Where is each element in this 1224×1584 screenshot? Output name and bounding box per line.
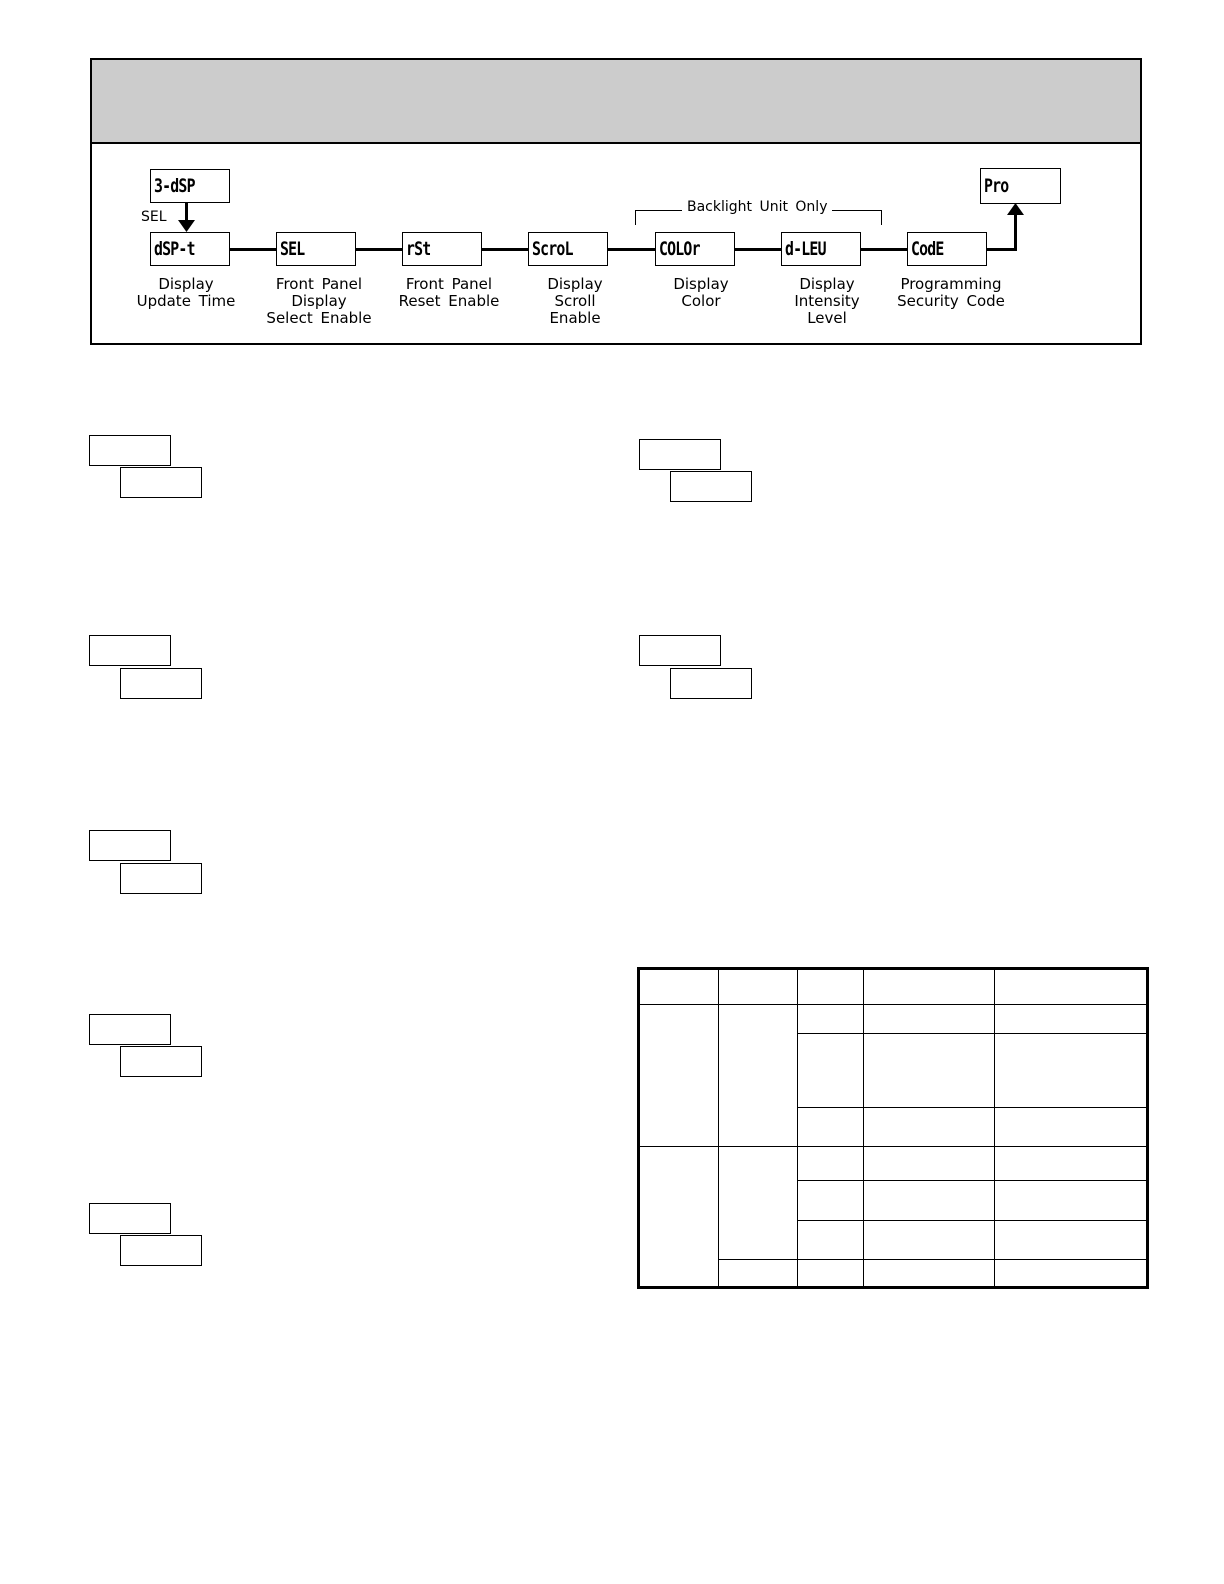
table-cell [864,969,995,1005]
desc-line: Display [547,275,603,293]
table-cell [995,1147,1148,1181]
connector-line [608,248,655,251]
table-cell [798,1147,864,1181]
step-box-intensity [781,232,861,266]
step-display-text: d-LEU [785,238,826,260]
parameter-table [637,967,1149,1289]
table-cell [719,1005,798,1147]
table-cell [864,1181,995,1221]
backlight-note: Backlight Unit Only [682,199,832,215]
table-cell [719,969,798,1005]
connector-line [861,248,907,251]
step-box-security-code [907,232,987,266]
param-value-box [120,467,202,498]
table-cell [798,1034,864,1108]
desc-line: Display [158,275,214,293]
exit-arrow-shaft [1014,212,1017,251]
table-cell [639,1147,719,1288]
table-cell [864,1147,995,1181]
param-prompt-box [89,1014,171,1045]
param-prompt-box [89,435,171,466]
desc-line: Scroll [554,292,596,310]
connector-line [735,248,781,251]
desc-line: Programming [900,275,1002,293]
exit-display-box [980,168,1061,204]
step-desc-intensity [757,276,897,327]
table-cell [995,1260,1148,1288]
table-cell [864,1108,995,1147]
table-cell [719,1260,798,1288]
table-cell [995,1005,1148,1034]
desc-line: Front Panel [275,275,363,293]
entry-display-box [150,169,230,203]
step-desc-panel-reset [379,276,519,310]
step-display-text: ScroL [532,238,573,260]
step-desc-update-time [116,276,256,310]
up-arrow-icon [1007,203,1024,215]
desc-line: Enable [549,309,601,327]
param-value-box [670,668,752,699]
table-cell [719,1147,798,1260]
step-box-panel-reset [402,232,482,266]
table-header-row [639,969,1148,1005]
section-header-band [92,60,1140,144]
table-cell [639,969,719,1005]
step-display-text: rSt [406,238,431,260]
table-row [639,1147,1148,1181]
exit-display-text: Pro [984,175,1009,197]
table-cell [995,1108,1148,1147]
connector-line [482,248,528,251]
table-cell [798,1181,864,1221]
desc-line: Display [291,292,347,310]
desc-line: Reset Enable [398,292,500,310]
connector-line [987,248,1017,251]
table-cell [639,1005,719,1147]
step-desc-scroll [505,276,645,327]
param-value-box [670,471,752,502]
param-value-box [120,1046,202,1077]
param-prompt-box [89,830,171,861]
step-display-text: COLOr [659,238,700,260]
param-value-box [120,668,202,699]
desc-line: Level [807,309,847,327]
table-cell [798,1260,864,1288]
desc-line: Update Time [136,292,236,310]
param-value-box [120,863,202,894]
table-row [639,1005,1148,1034]
desc-line: Display [799,275,855,293]
param-prompt-box [89,635,171,666]
table-cell [798,1108,864,1147]
connector-line [356,248,402,251]
table-cell [995,1181,1148,1221]
table-cell [798,1005,864,1034]
step-desc-security-code [881,276,1021,310]
table-cell [864,1034,995,1108]
desc-line: Select Enable [266,309,372,327]
table-cell [798,1221,864,1260]
table-cell [864,1221,995,1260]
table-cell [864,1260,995,1288]
param-prompt-box [89,1203,171,1234]
table-cell [995,1034,1148,1108]
desc-line: Display [673,275,729,293]
desc-line: Security Code [897,292,1005,310]
param-prompt-box [639,635,721,666]
step-box-update-time [150,232,230,266]
table-cell [995,1221,1148,1260]
down-arrow-icon [178,220,195,232]
step-box-color [655,232,735,266]
param-value-box [120,1235,202,1266]
table-cell [864,1005,995,1034]
step-box-scroll [528,232,608,266]
step-display-text: SEL [280,238,305,260]
desc-line: Intensity [794,292,860,310]
entry-display-text: 3-dSP [154,175,195,197]
desc-line: Front Panel [405,275,493,293]
desc-line: Color [681,292,721,310]
step-desc-color [631,276,771,310]
table-cell [995,969,1148,1005]
connector-line [230,248,276,251]
step-desc-panel-select [249,276,389,327]
step-display-text: dSP-t [154,238,195,260]
step-box-panel-select [276,232,356,266]
step-display-text: CodE [911,238,944,260]
param-prompt-box [639,439,721,470]
sel-key-label: SEL [141,209,167,225]
table-cell [798,969,864,1005]
